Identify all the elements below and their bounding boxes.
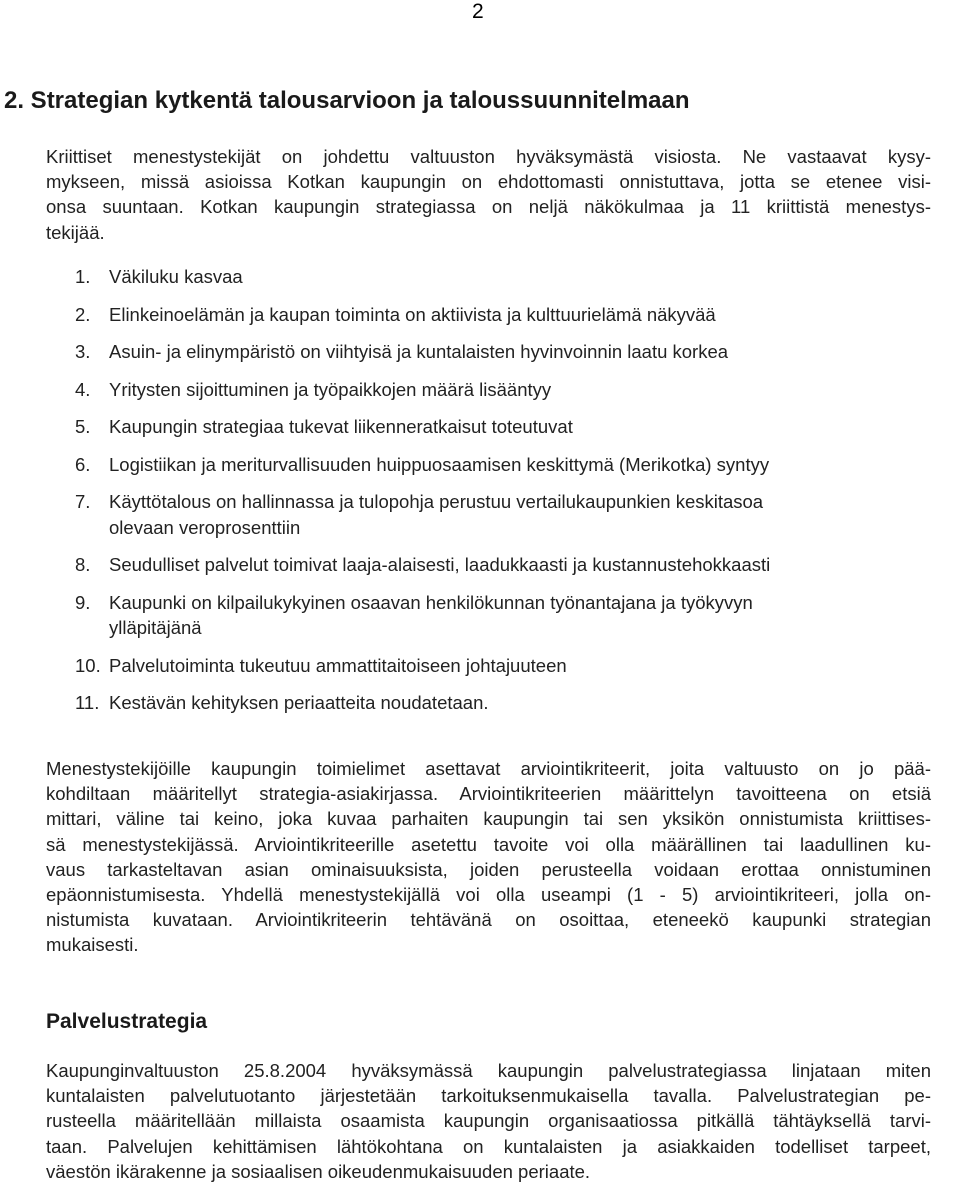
list-item-text: Palvelutoiminta tukeutuu ammattitaitoiseen johtajuuteen (109, 654, 567, 676)
list-item-text: Käyttötalous on hallinnassa ja tulopohja perustuu vertailukaupunkien keskitasoa (109, 491, 764, 512)
criteria-line: mukaisesti. (46, 934, 139, 956)
intro-line: mykseen, missä asioissa Kotkan kaupungin on ehdottomasti onnistuttava, jotta se etenee visi- (46, 171, 931, 193)
list-item-text: Seudulliset palvelut toimivat laaja-alaisesti, laadukkaasti ja kustannustehokkaasti (109, 554, 771, 575)
list-item-text: olevaan veroprosenttiin (109, 516, 301, 538)
list-item (75, 590, 915, 641)
list-item-number: 4. (75, 378, 91, 400)
list-item-text: Kaupungin strategiaa tukevat liikenneratkaisut toteutuvat (109, 416, 573, 437)
page-number: 2 (472, 0, 484, 23)
service-strategy-paragraph (46, 1058, 931, 1184)
service-line: taan. Palvelujen kehittämisen lähtökohtana on kuntalaisten ja asiakkaiden todelliset tarpeet, (46, 1135, 931, 1157)
list-item (75, 264, 915, 290)
list-item-number: 6. (75, 453, 91, 475)
list-item-text: Elinkeinoelämän ja kaupan toiminta on aktiivista ja kulttuurielämä näkyvää (109, 303, 716, 325)
intro-line: tekijää. (46, 221, 105, 243)
list-item-text: Asuin- ja elinympäristö on viihtyisä ja kuntalaisten hyvinvoinnin laatu korkea (109, 341, 729, 362)
list-item (75, 653, 915, 679)
intro-paragraph (46, 144, 931, 245)
criteria-line: kohdiltaan määritellyt strategia-asiakirjassa. Arviointikriteerien määrittelyn tavoitteena on etsiä (46, 783, 931, 805)
list-item-text: Kestävän kehityksen periaatteita noudatetaan. (109, 692, 489, 713)
list-item (75, 452, 915, 478)
list-item (75, 690, 915, 716)
criteria-line: epäonnistumisesta. Yhdellä menestystekijällä voi olla useampi (1 - 5) arviointikriteeri, jolla on- (46, 884, 931, 906)
list-item (75, 414, 915, 440)
list-item (75, 377, 915, 403)
service-strategy-heading: Palvelustrategia (46, 1010, 208, 1033)
list-item (75, 339, 915, 365)
list-item-number: 11. (75, 692, 100, 713)
service-line: Kaupunginvaltuuston 25.8.2004 hyväksymässä kaupungin palvelustrategiassa linjataan miten (46, 1060, 931, 1081)
section-heading: 2. Strategian kytkentä talousarvioon ja taloussuunnitelmaan (4, 87, 690, 114)
list-item-number: 5. (75, 416, 91, 437)
criteria-line: mittari, väline tai keino, joka kuvaa parhaiten kaupungin tai sen yksikön onnistumista kriittises- (46, 808, 931, 830)
criteria-line: vaus tarkasteltavan asian ominaisuuksista, joiden perusteella voidaan erottaa onnistuminen (46, 858, 931, 880)
service-line: rusteella määritellään millaista osaamista kaupungin organisaatiossa pitkällä tähtäyksellä tarvi- (46, 1110, 931, 1132)
list-item-number: 8. (75, 554, 91, 575)
list-item-number: 9. (75, 591, 91, 613)
list-item-text: Yritysten sijoittuminen ja työpaikkojen määrä lisääntyy (109, 378, 552, 400)
list-item-text: Kaupunki on kilpailukykyinen osaavan henkilökunnan työnantajana ja työkyvyn (109, 591, 753, 613)
criteria-line: Menestystekijöille kaupungin toimielimet asettavat arviointikriteerit, joita valtuusto on jo pää- (46, 758, 931, 779)
list-item-number: 2. (75, 303, 91, 325)
list-item-text: Logistiikan ja meriturvallisuuden huippuosaamisen keskittymä (Merikotka) syntyy (109, 453, 770, 475)
criteria-paragraph (46, 756, 931, 958)
list-item-text: ylläpitäjänä (109, 617, 202, 638)
list-item-text: Väkiluku kasvaa (109, 266, 243, 287)
success-factor-list (75, 264, 915, 728)
service-line: kuntalaisten palvelutuotanto järjestetään tarkoituksenmukaisella tavalla. Palvelustrategian pe- (46, 1085, 931, 1107)
list-item-number: 1. (75, 266, 91, 287)
list-item-number: 7. (75, 491, 91, 512)
list-item (75, 302, 915, 328)
service-line: väestön ikärakenne ja sosiaalisen oikeudenmukaisuuden periaate. (46, 1160, 591, 1182)
intro-line: Kriittiset menestystekijät on johdettu valtuuston hyväksymästä visiosta. Ne vastaavat kysy- (46, 146, 931, 167)
intro-line: onsa suuntaan. Kotkan kaupungin strategiassa on neljä näkökulmaa ja 11 kriittistä menestys- (46, 196, 931, 218)
criteria-line: nistumista kuvataan. Arviointikriteerin tehtävänä on osoittaa, eteneekö kaupunki strategian (46, 909, 931, 931)
list-item-number: 10. (75, 654, 101, 676)
list-item (75, 552, 915, 578)
list-item (75, 489, 915, 540)
list-item-number: 3. (75, 341, 91, 362)
criteria-line: sä menestystekijässä. Arviointikriteerille asetettu tavoite voi olla määrällinen tai laadullinen ku- (46, 833, 931, 855)
